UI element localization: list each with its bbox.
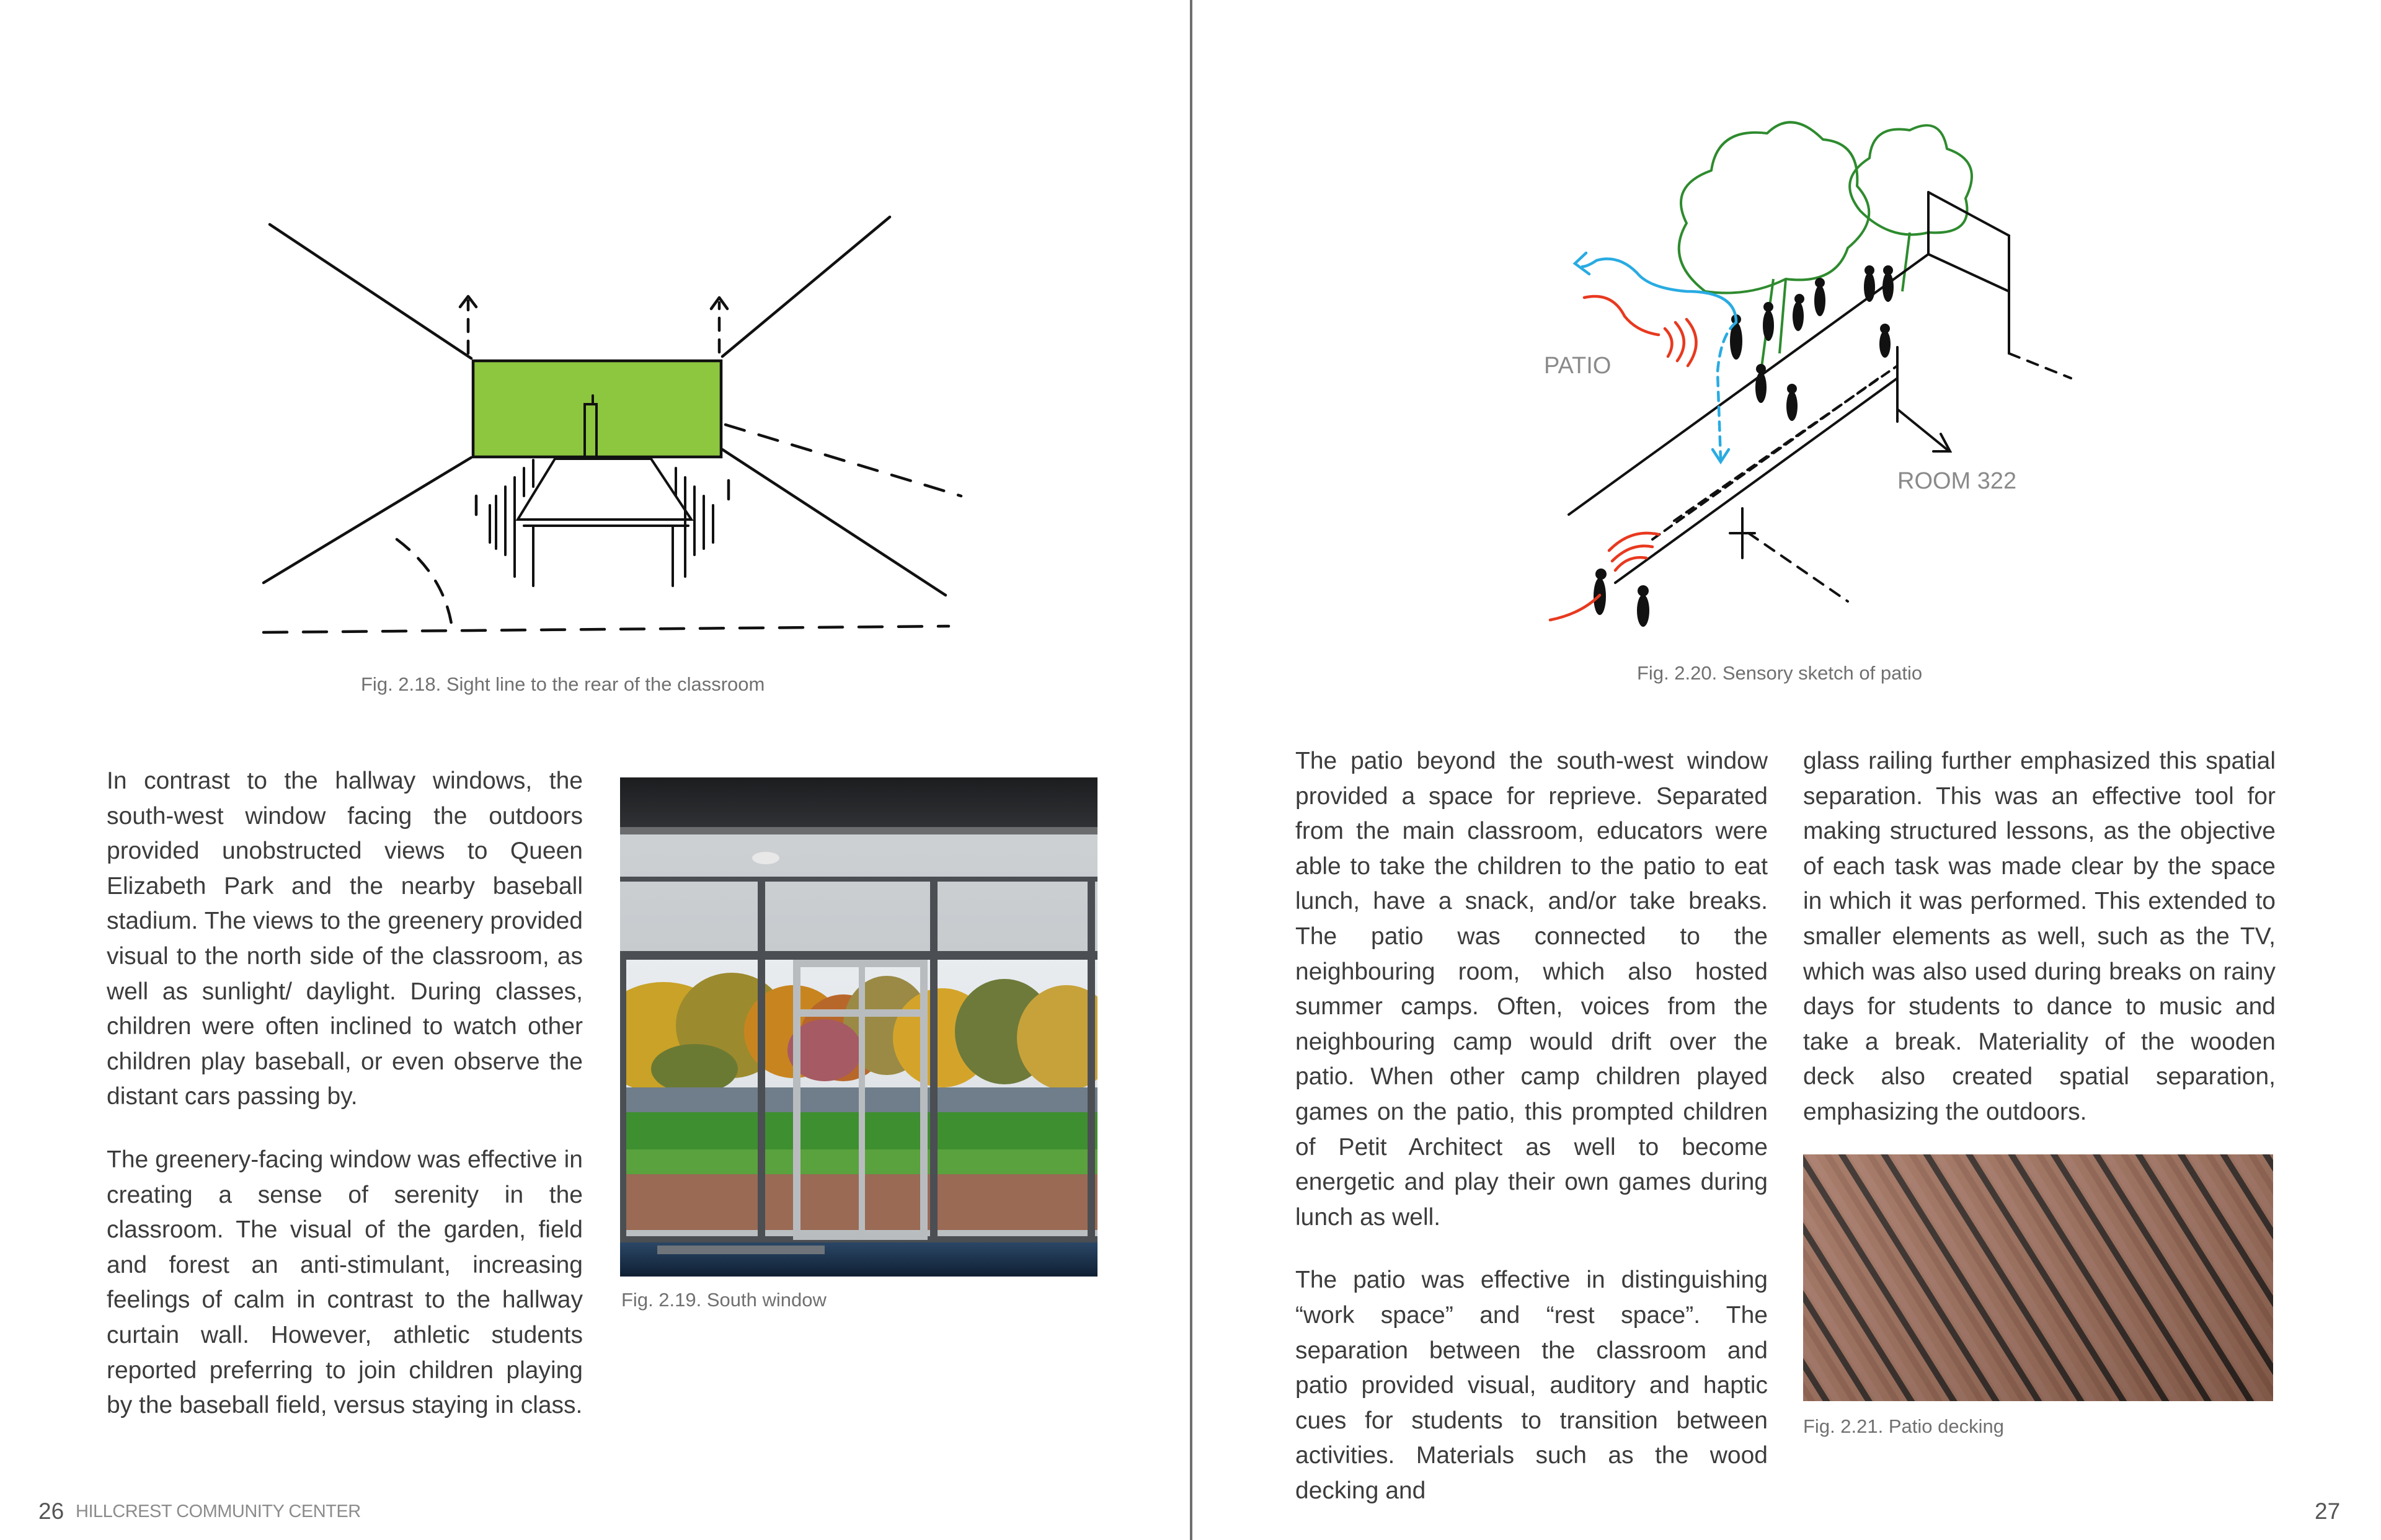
figure-2-18-caption: Fig. 2.18. Sight line to the rear of the classroom xyxy=(361,673,765,695)
room-label: ROOM 322 xyxy=(1897,468,2017,494)
figure-2-21-caption: Fig. 2.21. Patio decking xyxy=(1803,1415,2004,1437)
right-body-column-1 xyxy=(1295,744,1768,1508)
figure-2-20-caption: Fig. 2.20. Sensory sketch of patio xyxy=(1637,662,1923,684)
paragraph: The patio was effective in distinguishing “work space” and “rest space”. The separation between the classroom and patio provided visual, auditory and haptic cues for students to transition between activities. Materials such as the wood decking and xyxy=(1295,1267,1768,1504)
page-number-left: 26 xyxy=(38,1498,64,1524)
page-number-right: 27 xyxy=(2315,1498,2341,1524)
classroom-sightline-sketch xyxy=(242,205,973,651)
paragraph: The greenery-facing window was effective in creating a sense of serenity in the classroom. The visual of the garden, field and forest an anti-stimulant, increasing feelings of calm in contrast to the hallway curtain wall. However, athletic students reported preferring to join children playing by the baseball field, versus staying in class. xyxy=(107,1146,583,1419)
left-body-text xyxy=(107,764,583,1423)
running-title: HILLCREST COMMUNITY CENTER xyxy=(76,1502,361,1521)
south-window-photo xyxy=(620,777,1097,1277)
patio-label: PATIO xyxy=(1544,353,1612,379)
patio-decking-photo xyxy=(1803,1154,2273,1401)
paragraph: In contrast to the hallway windows, the south-west window facing the outdoors provided unobstructed views to Queen Elizabeth Park and the nearby baseball stadium. The views to the greenery provided visual to the north side of the classroom, as well as sunlight/ daylight. During classes, children were often inclined to watch other children play baseball, or even observe the distant cars passing by. xyxy=(107,768,583,1110)
right-body-column-2 xyxy=(1803,744,2276,1130)
book-spine-divider xyxy=(1190,0,1192,1540)
figure-2-19-caption: Fig. 2.19. South window xyxy=(621,1289,827,1311)
paragraph: The patio beyond the south-west window provided a space for reprieve. Separated from the main classroom, educators were able to take the children to the patio to eat lunch, have a snack, and/or take breaks. The patio was connected to the neighbouring room, which also hosted summer camps. Often, voices from the neighbouring camp would drift over the patio. When other camp children played games on the patio, this prompted children of Petit Architect as well to become energetic and play their own games during lunch as well. xyxy=(1295,748,1768,1231)
patio-sensory-sketch xyxy=(1513,112,2108,632)
paragraph: glass railing further emphasized this spatial separation. This was an effective tool for making structured lessons, as the objective of each task was made clear by the space in which it was performed. This extended to smaller elements as well, such as the TV, which was also used during breaks on rainy days for students to dance to music and take a break. Materiality of the wooden deck also created spatial separation, emphasizing the outdoors. xyxy=(1803,748,2276,1125)
